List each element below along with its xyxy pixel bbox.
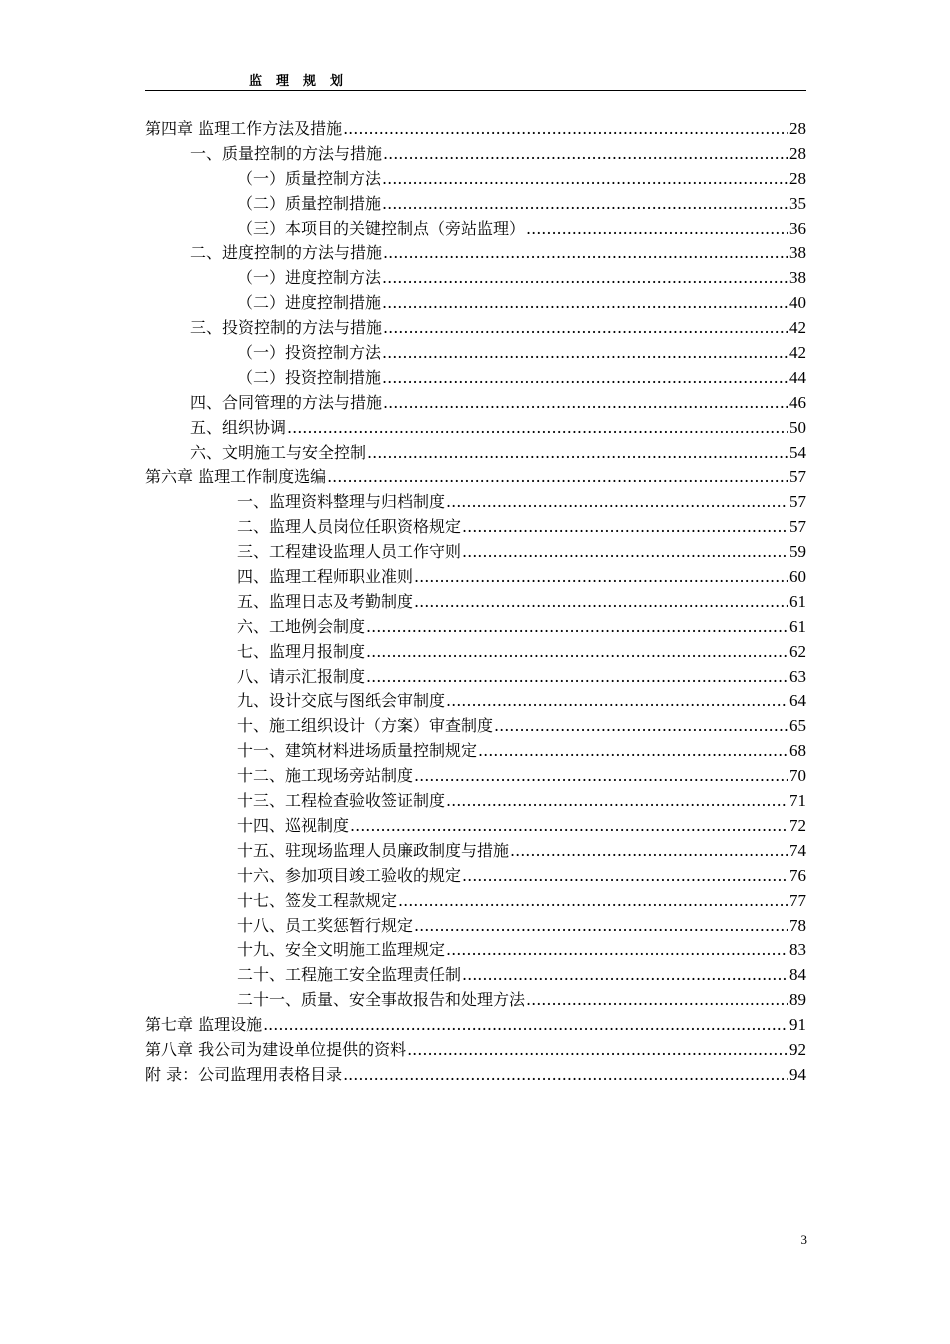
toc-entry-page: 57 <box>789 467 806 487</box>
toc-entry[interactable] <box>145 614 806 639</box>
toc-dot-leader <box>462 517 788 536</box>
table-of-contents <box>145 116 806 1087</box>
toc-entry-title: 十七、签发工程款规定 <box>237 890 398 910</box>
toc-dot-leader <box>414 916 788 935</box>
toc-entry-title: （二）投资控制措施 <box>237 367 382 387</box>
toc-entry[interactable] <box>145 888 806 913</box>
toc-entry-title: （一）进度控制方法 <box>237 268 382 288</box>
toc-entry-page: 70 <box>789 766 806 786</box>
toc-entry[interactable] <box>145 738 806 763</box>
toc-entry-page: 61 <box>789 591 806 611</box>
toc-entry-title: 第六章 监理工作制度选编 <box>145 467 327 487</box>
toc-entry[interactable] <box>145 340 806 365</box>
toc-entry-page: 57 <box>789 517 806 537</box>
toc-dot-leader <box>414 567 788 586</box>
toc-entry[interactable] <box>145 688 806 713</box>
toc-dot-leader <box>414 766 788 785</box>
toc-entry-title: （二）进度控制措施 <box>237 293 382 313</box>
toc-entry[interactable] <box>145 664 806 689</box>
toc-entry-page: 63 <box>789 666 806 686</box>
toc-entry-page: 71 <box>789 791 806 811</box>
toc-entry-title: 三、工程建设监理人员工作守则 <box>237 542 462 562</box>
toc-dot-leader <box>382 343 788 362</box>
toc-dot-leader <box>382 169 788 188</box>
toc-entry-page: 44 <box>789 367 806 387</box>
toc-dot-leader <box>383 393 788 412</box>
toc-entry[interactable] <box>145 1062 806 1087</box>
toc-entry-page: 42 <box>789 318 806 338</box>
toc-entry-page: 72 <box>789 815 806 835</box>
toc-dot-leader <box>343 1065 788 1084</box>
toc-entry[interactable] <box>145 390 806 415</box>
toc-entry-title: 十八、员工奖惩暂行规定 <box>237 915 414 935</box>
toc-dot-leader <box>382 268 788 287</box>
toc-entry-title: 二十一、质量、安全事故报告和处理方法 <box>237 990 526 1010</box>
toc-entry[interactable] <box>145 191 806 216</box>
toc-dot-leader <box>462 542 788 561</box>
toc-entry-page: 94 <box>789 1064 806 1084</box>
toc-entry[interactable] <box>145 315 806 340</box>
toc-dot-leader <box>343 119 788 138</box>
toc-dot-leader <box>382 293 788 312</box>
toc-entry-page: 78 <box>789 915 806 935</box>
toc-entry-title: 二、监理人员岗位任职资格规定 <box>237 517 462 537</box>
toc-entry-title: 十六、参加项目竣工验收的规定 <box>237 865 462 885</box>
toc-entry-page: 62 <box>789 641 806 661</box>
toc-entry[interactable] <box>145 763 806 788</box>
toc-entry-page: 61 <box>789 616 806 636</box>
toc-entry-title: （三）本项目的关键控制点（旁站监理） <box>237 218 526 238</box>
toc-entry-title: 第四章 监理工作方法及措施 <box>145 119 343 138</box>
toc-entry-title: 十五、驻现场监理人员廉政制度与措施 <box>237 840 510 860</box>
toc-dot-leader <box>366 667 788 686</box>
toc-entry-title: 十二、施工现场旁站制度 <box>237 766 414 786</box>
toc-entry[interactable] <box>145 639 806 664</box>
toc-entry-title: 一、监理资料整理与归档制度 <box>237 492 446 512</box>
toc-entry-title: 六、文明施工与安全控制 <box>190 442 367 462</box>
toc-dot-leader <box>367 443 788 462</box>
toc-entry-page: 68 <box>789 741 806 761</box>
toc-entry[interactable] <box>145 514 806 539</box>
toc-entry-page: 76 <box>789 865 806 885</box>
toc-entry[interactable] <box>145 1037 806 1062</box>
toc-dot-leader <box>366 642 788 661</box>
toc-entry-title: （一）投资控制方法 <box>237 343 382 363</box>
toc-entry[interactable] <box>145 116 806 141</box>
toc-entry[interactable] <box>145 440 806 465</box>
toc-entry-page: 28 <box>789 168 806 188</box>
toc-entry-title: 四、监理工程师职业准则 <box>237 567 414 587</box>
toc-entry[interactable] <box>145 1012 806 1037</box>
toc-entry-title: 四、合同管理的方法与措施 <box>190 392 383 412</box>
toc-entry-title: 八、请示汇报制度 <box>237 666 366 686</box>
toc-entry-title: 七、监理月报制度 <box>237 641 366 661</box>
toc-entry[interactable] <box>145 290 806 315</box>
toc-dot-leader <box>327 467 788 486</box>
toc-dot-leader <box>414 592 788 611</box>
toc-dot-leader <box>382 194 788 213</box>
toc-entry-page: 89 <box>789 990 806 1010</box>
toc-entry-page: 74 <box>789 840 806 860</box>
toc-entry[interactable] <box>145 962 806 987</box>
toc-entry-title: 十九、安全文明施工监理规定 <box>237 940 446 960</box>
page-header <box>145 70 806 91</box>
toc-entry[interactable] <box>145 464 806 489</box>
toc-entry-page: 77 <box>789 890 806 910</box>
toc-entry-page: 50 <box>789 417 806 437</box>
toc-entry[interactable] <box>145 987 806 1012</box>
toc-dot-leader <box>494 716 788 735</box>
toc-entry[interactable] <box>145 863 806 888</box>
toc-dot-leader <box>462 866 788 885</box>
toc-entry[interactable] <box>145 141 806 166</box>
toc-entry[interactable] <box>145 589 806 614</box>
header-title: 监理规划 <box>249 74 358 89</box>
toc-entry-page: 92 <box>789 1039 806 1059</box>
toc-dot-leader <box>263 1015 788 1034</box>
toc-entry-title: 五、监理日志及考勤制度 <box>237 591 414 611</box>
toc-entry-title: 第八章 我公司为建设单位提供的资料 <box>145 1039 407 1059</box>
toc-entry-title: 五、组织协调 <box>190 417 287 437</box>
toc-entry-page: 57 <box>789 492 806 512</box>
toc-entry-page: 42 <box>789 343 806 363</box>
toc-entry-page: 65 <box>789 716 806 736</box>
toc-entry-title: 十、施工组织设计（方案）审查制度 <box>237 716 494 736</box>
toc-entry[interactable] <box>145 365 806 390</box>
toc-dot-leader <box>446 791 788 810</box>
toc-entry-title: 一、质量控制的方法与措施 <box>190 143 383 163</box>
toc-entry-title: （一）质量控制方法 <box>237 168 382 188</box>
toc-entry-page: 54 <box>789 442 806 462</box>
toc-entry-title: 十一、建筑材料进场质量控制规定 <box>237 741 478 761</box>
toc-entry[interactable] <box>145 713 806 738</box>
toc-entry[interactable] <box>145 489 806 514</box>
toc-entry[interactable] <box>145 564 806 589</box>
toc-entry-page: 36 <box>789 218 806 238</box>
toc-dot-leader <box>383 144 788 163</box>
toc-dot-leader <box>446 940 788 959</box>
toc-entry[interactable] <box>145 240 806 265</box>
toc-entry[interactable] <box>145 813 806 838</box>
toc-entry[interactable] <box>145 838 806 863</box>
toc-dot-leader <box>383 318 788 337</box>
toc-entry-title: 十四、巡视制度 <box>237 815 350 835</box>
toc-dot-leader <box>478 741 788 760</box>
toc-entry[interactable] <box>145 166 806 191</box>
toc-entry[interactable] <box>145 415 806 440</box>
toc-entry-page: 91 <box>789 1015 806 1035</box>
toc-dot-leader <box>510 841 788 860</box>
toc-entry-title: 十三、工程检查验收签证制度 <box>237 791 446 811</box>
toc-entry-title: 六、工地例会制度 <box>237 616 366 636</box>
toc-entry-title: 附 录：公司监理用表格目录 <box>145 1064 343 1084</box>
toc-entry-title: 三、投资控制的方法与措施 <box>190 318 383 338</box>
toc-entry-page: 64 <box>789 691 806 711</box>
toc-entry-page: 35 <box>789 193 806 213</box>
toc-dot-leader <box>383 243 788 262</box>
toc-entry-page: 46 <box>789 392 806 412</box>
toc-dot-leader <box>446 691 788 710</box>
toc-entry[interactable] <box>145 216 806 241</box>
toc-entry-page: 28 <box>789 143 806 163</box>
toc-dot-leader <box>446 492 788 511</box>
toc-entry-page: 84 <box>789 965 806 985</box>
toc-entry-title: 第七章 监理设施 <box>145 1015 263 1035</box>
toc-entry-page: 28 <box>789 119 806 138</box>
toc-entry[interactable] <box>145 265 806 290</box>
toc-entry-title: （二）质量控制措施 <box>237 193 382 213</box>
toc-dot-leader <box>407 1040 788 1059</box>
toc-entry[interactable] <box>145 788 806 813</box>
toc-dot-leader <box>526 219 788 238</box>
toc-entry-title: 九、设计交底与图纸会审制度 <box>237 691 446 711</box>
toc-entry[interactable] <box>145 913 806 938</box>
toc-dot-leader <box>366 617 788 636</box>
toc-dot-leader <box>350 816 788 835</box>
toc-entry-page: 83 <box>789 940 806 960</box>
toc-entry[interactable] <box>145 539 806 564</box>
toc-entry-page: 60 <box>789 567 806 587</box>
toc-dot-leader <box>398 891 788 910</box>
toc-entry-page: 40 <box>789 293 806 313</box>
toc-dot-leader <box>287 418 788 437</box>
toc-entry-page: 59 <box>789 542 806 562</box>
toc-entry[interactable] <box>145 937 806 962</box>
toc-entry-title: 二、进度控制的方法与措施 <box>190 243 383 263</box>
page-number: 3 <box>800 1232 807 1247</box>
toc-dot-leader <box>382 368 788 387</box>
toc-entry-title: 二十、工程施工安全监理责任制 <box>237 965 462 985</box>
toc-dot-leader <box>526 990 788 1009</box>
toc-entry-page: 38 <box>789 268 806 288</box>
toc-entry-page: 38 <box>789 243 806 263</box>
toc-dot-leader <box>462 965 788 984</box>
